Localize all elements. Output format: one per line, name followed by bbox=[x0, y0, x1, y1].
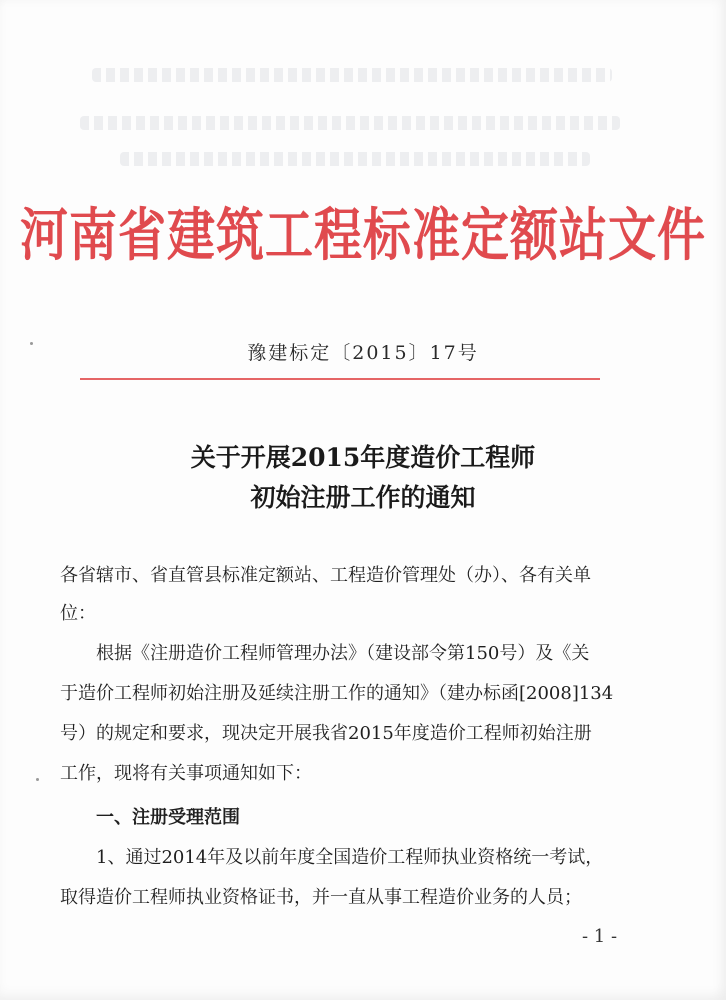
notice-title-line-2: 初始注册工作的通知 bbox=[250, 483, 476, 512]
paragraph-1-line-4: 工作，现将有关事项通知如下： bbox=[60, 763, 312, 784]
page-number: - 1 - bbox=[582, 926, 618, 947]
bleed-through-text bbox=[92, 68, 612, 82]
red-divider-rule bbox=[80, 378, 600, 380]
scan-speck bbox=[36, 778, 39, 781]
paragraph-1-line-2: 于造价工程师初始注册及延续注册工作的通知》（建办标函[2008]134 bbox=[60, 683, 614, 704]
bleed-through-text bbox=[120, 152, 590, 166]
bleed-through-text bbox=[80, 116, 620, 130]
paragraph-1-line-1: 根据《注册造价工程师管理办法》（建设部令第150号）及《关 bbox=[96, 643, 590, 664]
recipients-line-2: 位： bbox=[60, 603, 96, 624]
document-number: 豫建标定〔2015〕17号 bbox=[247, 342, 479, 364]
notice-title-line-1: 关于开展2015年度造价工程师 bbox=[190, 443, 536, 472]
item-1-line-2: 取得造价工程师执业资格证书，并一直从事工程造价业务的人员； bbox=[60, 887, 582, 908]
paragraph-1-line-3: 号）的规定和要求，现决定开展我省2015年度造价工程师初始注册 bbox=[60, 723, 592, 744]
recipients-line-1: 各省辖市、省直管县标准定额站、工程造价管理处（办）、各有关单 bbox=[60, 565, 591, 586]
item-1-line-1: 1、通过2014年及以前年度全国造价工程师执业资格统一考试， bbox=[96, 847, 604, 868]
agency-header-title: 河南省建筑工程标准定额站文件 bbox=[19, 202, 706, 269]
scan-speck bbox=[30, 342, 33, 345]
section-1-heading: 一、注册受理范围 bbox=[96, 807, 240, 828]
